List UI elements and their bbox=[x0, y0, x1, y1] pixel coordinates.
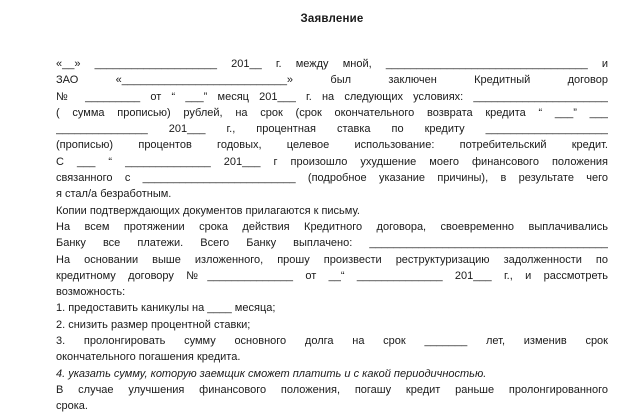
text-line-7: С ___ “ ______________ 201___ г произошло ухудшение моего финансового положения bbox=[56, 155, 608, 168]
title-spacer bbox=[56, 30, 608, 56]
text-line-19: окончательного погашения кредита. bbox=[56, 351, 241, 364]
text-line-21: В случае улучшения финансового положения, погашу кредит раньше пролонгированного bbox=[56, 383, 608, 396]
text-line-3: № _________ от “ ___” месяц 201___ г. на следующих условиях: ______________________ bbox=[56, 90, 608, 103]
text-line-5: _______________ 201___ г., процентная ставка по кредиту ____________________ bbox=[56, 123, 608, 136]
text-line-8: связанного с _________________________ (подробное указание причины), в результате чего bbox=[56, 172, 608, 185]
text-line-12: Банку все платежи. Всего Банку выплачено: _______________________________________ bbox=[56, 237, 608, 250]
text-line-22: срока. bbox=[56, 400, 88, 413]
text-line-11: На всем протяжении срока действия Кредитного договора, своевременно выплачивались bbox=[56, 220, 608, 233]
text-line-18: 3. пролонгировать сумму основного долга на срок _______ лет, изменив срок bbox=[56, 335, 608, 348]
document-title: Заявление bbox=[300, 13, 364, 25]
text-line-17: 2. снизить размер процентной ставки; bbox=[56, 318, 251, 331]
text-line-6: (прописью) процентов годовых, целевое использование: потребительский кредит. bbox=[56, 139, 608, 152]
text-line-4: ( сумма прописью) рублей, на срок (срок окончательного возврата кредита “ ___” ___ bbox=[56, 106, 608, 119]
text-line-15: возможность: bbox=[56, 286, 126, 299]
text-line-10: Копии подтверждающих документов прилагаются к письму. bbox=[56, 204, 360, 217]
text-line-14: кредитному договору №______________ от __“ ______________ 201___ г., и рассмотреть bbox=[56, 269, 608, 282]
text-line-13: На основании выше изложенного, прошу произвести реструктуризацию задолженности по bbox=[56, 253, 608, 266]
text-line-9: я стал/а безработным. bbox=[56, 188, 172, 201]
text-line-16: 1. предоставить каникулы на ____ месяца; bbox=[56, 302, 276, 315]
text-line-2: ЗАО «___________________________» был заключен Кредитный договор bbox=[56, 74, 608, 87]
text-line-1: «__» ____________________ 201__ г. между мной, _________________________________ и bbox=[56, 58, 608, 70]
text-line-20: 4. указать сумму, которую заемщик сможет платить и с какой периодичностью. bbox=[56, 367, 487, 380]
